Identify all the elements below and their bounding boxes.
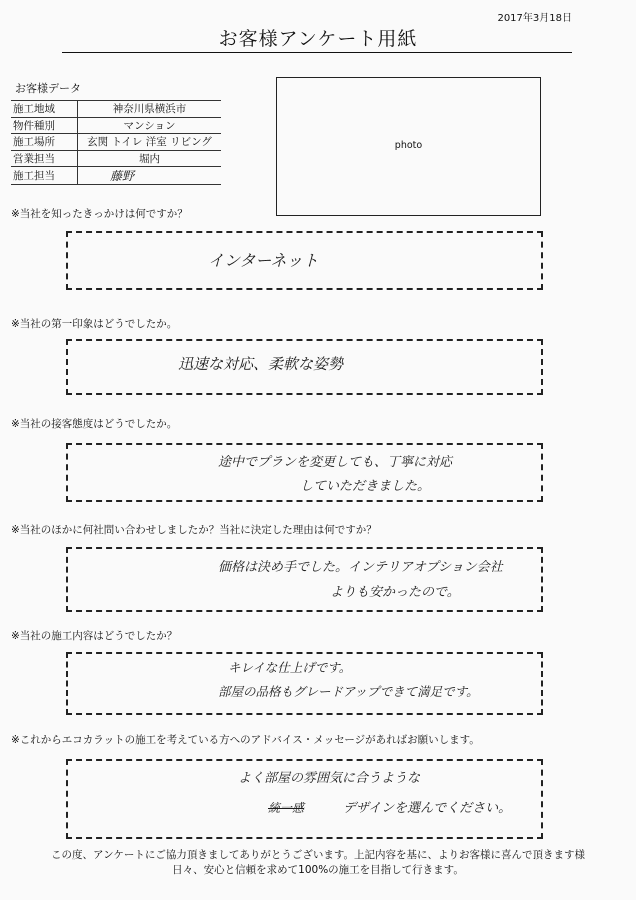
row-label: 施工場所 [11,134,78,151]
row-label: 施工地域 [11,101,78,118]
question-5: ※当社の施工内容はどうでしたか？ [11,630,178,642]
answer-box-5 [66,652,543,715]
answer-box-1 [66,231,543,290]
answer-text: インターネット [208,251,319,270]
answer-text-line-1: よく部屋の雰囲気に合うような [238,771,421,786]
table-row [11,134,221,151]
table-row [11,101,221,118]
row-value: 神奈川県横浜市 [78,101,222,118]
footer-message [0,848,636,878]
answer-text-line-2: 部屋の品格もグレードアップできて満足です。 [218,684,479,699]
row-label: 物件種別 [11,117,78,134]
answer-text-line-2: デザインを選んでください。 [343,801,512,816]
answer-box-2 [66,339,543,395]
row-value: 玄関 トイレ 洋室 リビング [78,134,222,151]
table-row [11,167,221,185]
table-row [11,117,221,134]
customer-data-heading: お客様データ [15,82,81,95]
answer-box-4 [66,547,543,612]
answer-text-line-2: よりも安かったので。 [330,585,460,600]
photo-placeholder [276,77,541,216]
answer-text-line-1: 価格は決め手でした。インテリアオプション会社 [218,560,503,575]
answer-text-line-2: していただきました。 [300,479,431,494]
question-3: ※当社の接客態度はどうでしたか。 [11,418,178,430]
answer-text: 迅速な対応、柔軟な姿勢 [178,355,344,373]
survey-date: 2017年3月18日 [497,13,572,24]
title-underline [62,52,572,53]
answer-box-6 [66,759,543,839]
answer-text-line-1: キレイな仕上げです。 [228,660,352,675]
row-value: マンション [78,117,222,134]
photo-label: photo [394,140,423,151]
question-1: ※当社を知ったきっかけは何ですか？ [11,208,188,220]
question-2: ※当社の第一印象はどうでしたか。 [11,318,178,330]
table-row [11,150,221,167]
customer-data-table [11,100,221,185]
row-value: 堀内 [78,150,222,167]
footer-line-2: 日々、安心と信頼を求めて100%の施工を目指して行きます。 [172,864,464,876]
page-title: お客様アンケート用紙 [218,28,418,50]
footer-line-1: この度、アンケートにご協力頂きましてありがとうございます。上記内容を基に、よりお客様に喜んで頂きます様 [50,849,586,861]
answer-box-3 [66,443,543,502]
row-label: 施工担当 [11,167,78,185]
row-label: 営業担当 [11,150,78,167]
question-6: ※これからエコカラットの施工を考えている方へのアドバイス・メッセージがあればお願いします。 [11,734,480,746]
answer-text-line-1: 途中でプランを変更しても、丁寧に対応 [218,455,453,470]
struck-out-text: 統一感 [268,801,305,815]
installer-signature: 藤野 [78,167,222,185]
question-4: ※当社のほかに何社問い合わせしましたか？当社に決定した理由は何ですか？ [11,524,377,536]
